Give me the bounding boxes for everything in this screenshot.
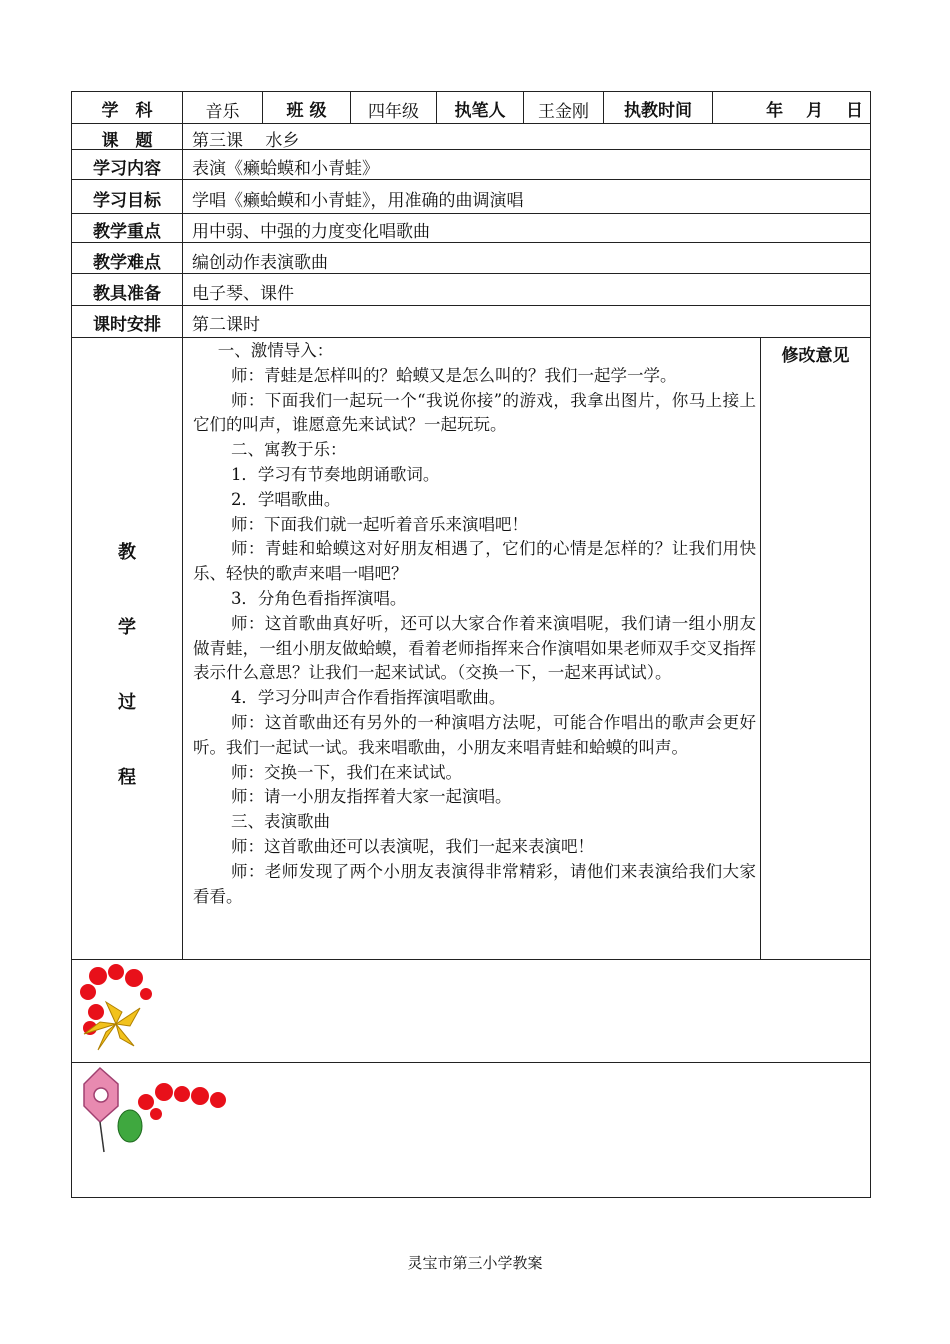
row-divider (71, 337, 871, 338)
schedule-value: 第二课时 (192, 315, 260, 335)
row-divider (71, 213, 871, 214)
process-paragraph: 师：老师发现了两个小朋友表演得非常精彩，请他们来表演给我们大家看看。 (193, 861, 756, 906)
process-paragraph: 二、寓教于乐： (230, 440, 347, 460)
process-paragraph: 三、表演歌曲 (230, 812, 330, 832)
difficulty-value: 编创动作表演歌曲 (192, 253, 328, 273)
key-point-value: 用中弱、中强的力度变化唱歌曲 (192, 222, 430, 242)
process-paragraph: 师：青蛙是怎样叫的？蛤蟆又是怎么叫的？我们一起学一学。 (230, 365, 677, 385)
class-value: 四年级 (368, 102, 419, 122)
label-column-divider (182, 91, 183, 960)
row-divider (71, 959, 871, 960)
subject-value: 音乐 (205, 102, 240, 122)
row-divider (71, 149, 871, 150)
subject-label: 学 科 (101, 101, 153, 121)
process-paragraph: 3．分角色看指挥演唱。 (230, 588, 407, 608)
row-divider (71, 1062, 871, 1063)
process-paragraph: 一、激情导入： (217, 341, 334, 360)
process-paragraph: 2．学唱歌曲。 (230, 489, 341, 509)
schedule-label: 课时安排 (93, 315, 161, 335)
process-paragraph: 4．学习分叫声合作看指挥演唱歌曲。 (230, 688, 506, 708)
process-label-char: 过 (118, 692, 136, 713)
key-point-label: 教学重点 (93, 222, 161, 242)
process-label-char: 教 (118, 542, 136, 563)
row-divider (71, 305, 871, 306)
content-label: 学习内容 (93, 159, 161, 179)
process-paragraph: 师：下面我们一起玩一个“我说你接”的游戏，我拿出图片，你马上接上它们的叫声，谁愿意先来试试？一起玩玩。 (193, 390, 756, 435)
goal-label: 学习目标 (93, 191, 161, 211)
revision-column-divider (760, 337, 761, 960)
page-footer: 灵宝市第三小学教案 (407, 1254, 543, 1272)
author-value: 王金刚 (538, 102, 589, 122)
flower-decoration-icon (76, 962, 158, 1060)
revision-label: 修改意见 (781, 346, 850, 366)
row-divider (71, 242, 871, 243)
process-paragraph: 1．学习有节奏地朗诵歌词。 (230, 464, 440, 484)
process-paragraph: 师：请一小朋友指挥着大家一起演唱。 (230, 787, 512, 807)
difficulty-label: 教学难点 (93, 253, 161, 273)
table-border-top (71, 91, 871, 92)
time-label: 执教时间 (624, 101, 692, 121)
table-border-right (870, 91, 871, 1198)
table-border-bottom (71, 1197, 871, 1198)
process-paragraph: 师：下面我们就一起听着音乐来演唱吧！ (230, 514, 528, 534)
process-paragraph: 师：交换一下，我们在来试试。 (230, 762, 462, 782)
author-label: 执笔人 (454, 101, 506, 121)
process-paragraph: 师：这首歌曲还可以表演呢，我们一起来表演吧！ (230, 836, 594, 856)
class-label: 班 级 (286, 101, 327, 121)
process-label-char: 程 (118, 767, 136, 788)
topic-value: 第三课 水乡 (192, 131, 300, 151)
materials-value: 电子琴、课件 (192, 284, 294, 304)
row-divider (71, 123, 871, 124)
materials-label: 教具准备 (93, 284, 161, 304)
goal-value: 学唱《癞蛤蟆和小青蛙》，用准确的曲调演唱 (192, 191, 524, 211)
time-value: 年 月 日 (766, 101, 863, 121)
flower-decoration-icon (78, 1064, 238, 1156)
row-divider (71, 273, 871, 274)
process-label-char: 学 (118, 617, 136, 638)
row-divider (71, 179, 871, 180)
topic-label: 课 题 (101, 131, 153, 151)
process-paragraph: 师：这首歌曲真好听，还可以大家合作着来演唱呢，我们请一组小朋友做青蛙，一组小朋友做蛤蟆，看着老师指挥来合作演唱如果老师双手交叉指挥表示什么意思？让我们一起来试试。（交换一下，一起来再试试）。 (193, 613, 756, 683)
process-paragraph: 师：青蛙和蛤蟆这对好朋友相遇了，它们的心情是怎样的？让我们用快乐、轻快的歌声来唱一唱吧？ (193, 539, 756, 584)
process-paragraph: 师：这首歌曲还有另外的一种演唱方法呢，可能合作唱出的歌声会更好听。我们一起试一试。我来唱歌曲，小朋友来唱青蛙和蛤蟆的叫声。 (193, 712, 756, 757)
process-content (193, 339, 756, 909)
content-value: 表演《癞蛤蟆和小青蛙》 (192, 159, 379, 179)
